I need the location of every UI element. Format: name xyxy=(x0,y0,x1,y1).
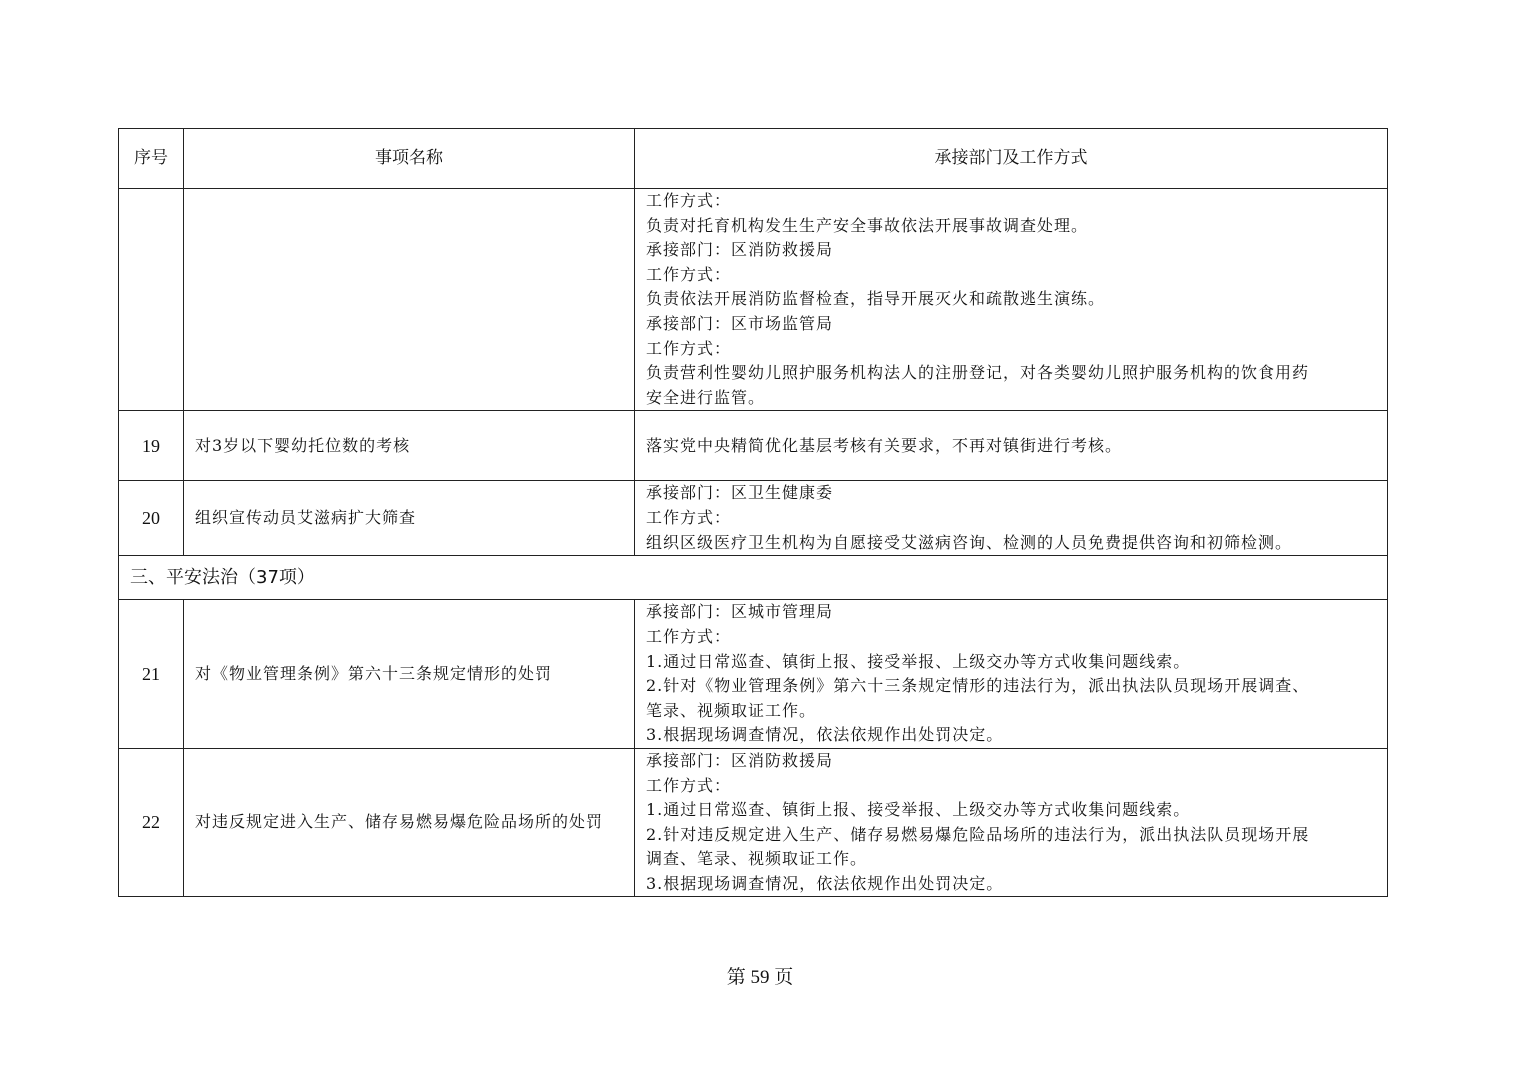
name-cell: 组织宣传动员艾滋病扩大筛查 xyxy=(184,481,635,556)
section-title: 三、平安法治（37项） xyxy=(119,556,1388,600)
dept-line: 负责依法开展消防监督检查，指导开展灭火和疏散逃生演练。 xyxy=(646,289,1106,309)
dept-line: 工作方式： xyxy=(646,191,732,210)
table-row xyxy=(119,411,1388,481)
dept-line: 1.通过日常巡查、镇街上报、接受举报、上级交办等方式收集问题线索。 xyxy=(646,651,1191,671)
dept-line: 负责营利性婴幼儿照护服务机构法人的注册登记，对各类婴幼儿照护服务机构的饮食用药 xyxy=(646,363,1310,383)
dept-line: 工作方式： xyxy=(646,626,732,646)
dept-line: 负责对托育机构发生生产安全事故依法开展事故调查处理。 xyxy=(646,215,1089,235)
dept-line: 工作方式： xyxy=(646,508,732,528)
name-cell: 对3岁以下婴幼托位数的考核 xyxy=(184,411,635,481)
dept-cell xyxy=(635,411,1388,481)
dept-cell xyxy=(635,748,1388,897)
header-row xyxy=(119,129,1388,189)
items-table xyxy=(118,128,1388,897)
dept-line: 承接部门：区消防救援局 xyxy=(646,750,834,770)
section-row xyxy=(119,556,1388,600)
dept-line: 工作方式： xyxy=(646,264,732,284)
dept-line: 安全进行监管。 xyxy=(646,387,766,407)
seq-cell: 21 xyxy=(119,600,184,749)
seq-cell: 22 xyxy=(119,748,184,897)
dept-line: 承接部门：区市场监管局 xyxy=(646,313,834,333)
dept-line: 1.通过日常巡查、镇街上报、接受举报、上级交办等方式收集问题线索。 xyxy=(646,800,1191,820)
dept-line: 笔录、视频取证工作。 xyxy=(646,700,817,720)
seq-cell: 19 xyxy=(119,411,184,481)
table-row xyxy=(119,748,1388,897)
name-cell xyxy=(184,189,635,411)
table-row-continued xyxy=(119,189,1388,411)
page-number: 第 59 页 xyxy=(726,967,794,988)
dept-cell xyxy=(635,189,1388,411)
header-seq: 序号 xyxy=(119,129,184,189)
dept-line: 落实党中央精简优化基层考核有关要求，不再对镇街进行考核。 xyxy=(646,435,1123,455)
dept-line: 承接部门：区消防救援局 xyxy=(646,240,834,260)
dept-line: 承接部门：区卫生健康委 xyxy=(646,483,834,503)
dept-cell xyxy=(635,481,1388,556)
dept-line: 工作方式： xyxy=(646,338,732,358)
dept-line: 3.根据现场调查情况，依法依规作出处罚决定。 xyxy=(646,725,1004,745)
dept-line: 承接部门：区城市管理局 xyxy=(646,602,834,622)
dept-line: 2.针对违反规定进入生产、储存易燃易爆危险品场所的违法行为，派出执法队员现场开展 xyxy=(646,824,1310,844)
header-name: 事项名称 xyxy=(184,129,635,189)
dept-line: 组织区级医疗卫生机构为自愿接受艾滋病咨询、检测的人员免费提供咨询和初筛检测。 xyxy=(646,532,1293,552)
dept-line: 调查、笔录、视频取证工作。 xyxy=(646,849,868,869)
dept-line: 3.根据现场调查情况，依法依规作出处罚决定。 xyxy=(646,873,1004,893)
name-cell: 对《物业管理条例》第六十三条规定情形的处罚 xyxy=(184,600,635,749)
table-row xyxy=(119,481,1388,556)
dept-cell xyxy=(635,600,1388,749)
dept-line: 工作方式： xyxy=(646,775,732,795)
name-cell: 对违反规定进入生产、储存易燃易爆危险品场所的处罚 xyxy=(184,748,635,897)
dept-line: 2.针对《物业管理条例》第六十三条规定情形的违法行为，派出执法队员现场开展调查、 xyxy=(646,676,1310,696)
header-dept: 承接部门及工作方式 xyxy=(635,129,1388,189)
seq-cell: 20 xyxy=(119,481,184,556)
table-row xyxy=(119,600,1388,749)
seq-cell xyxy=(119,189,184,411)
